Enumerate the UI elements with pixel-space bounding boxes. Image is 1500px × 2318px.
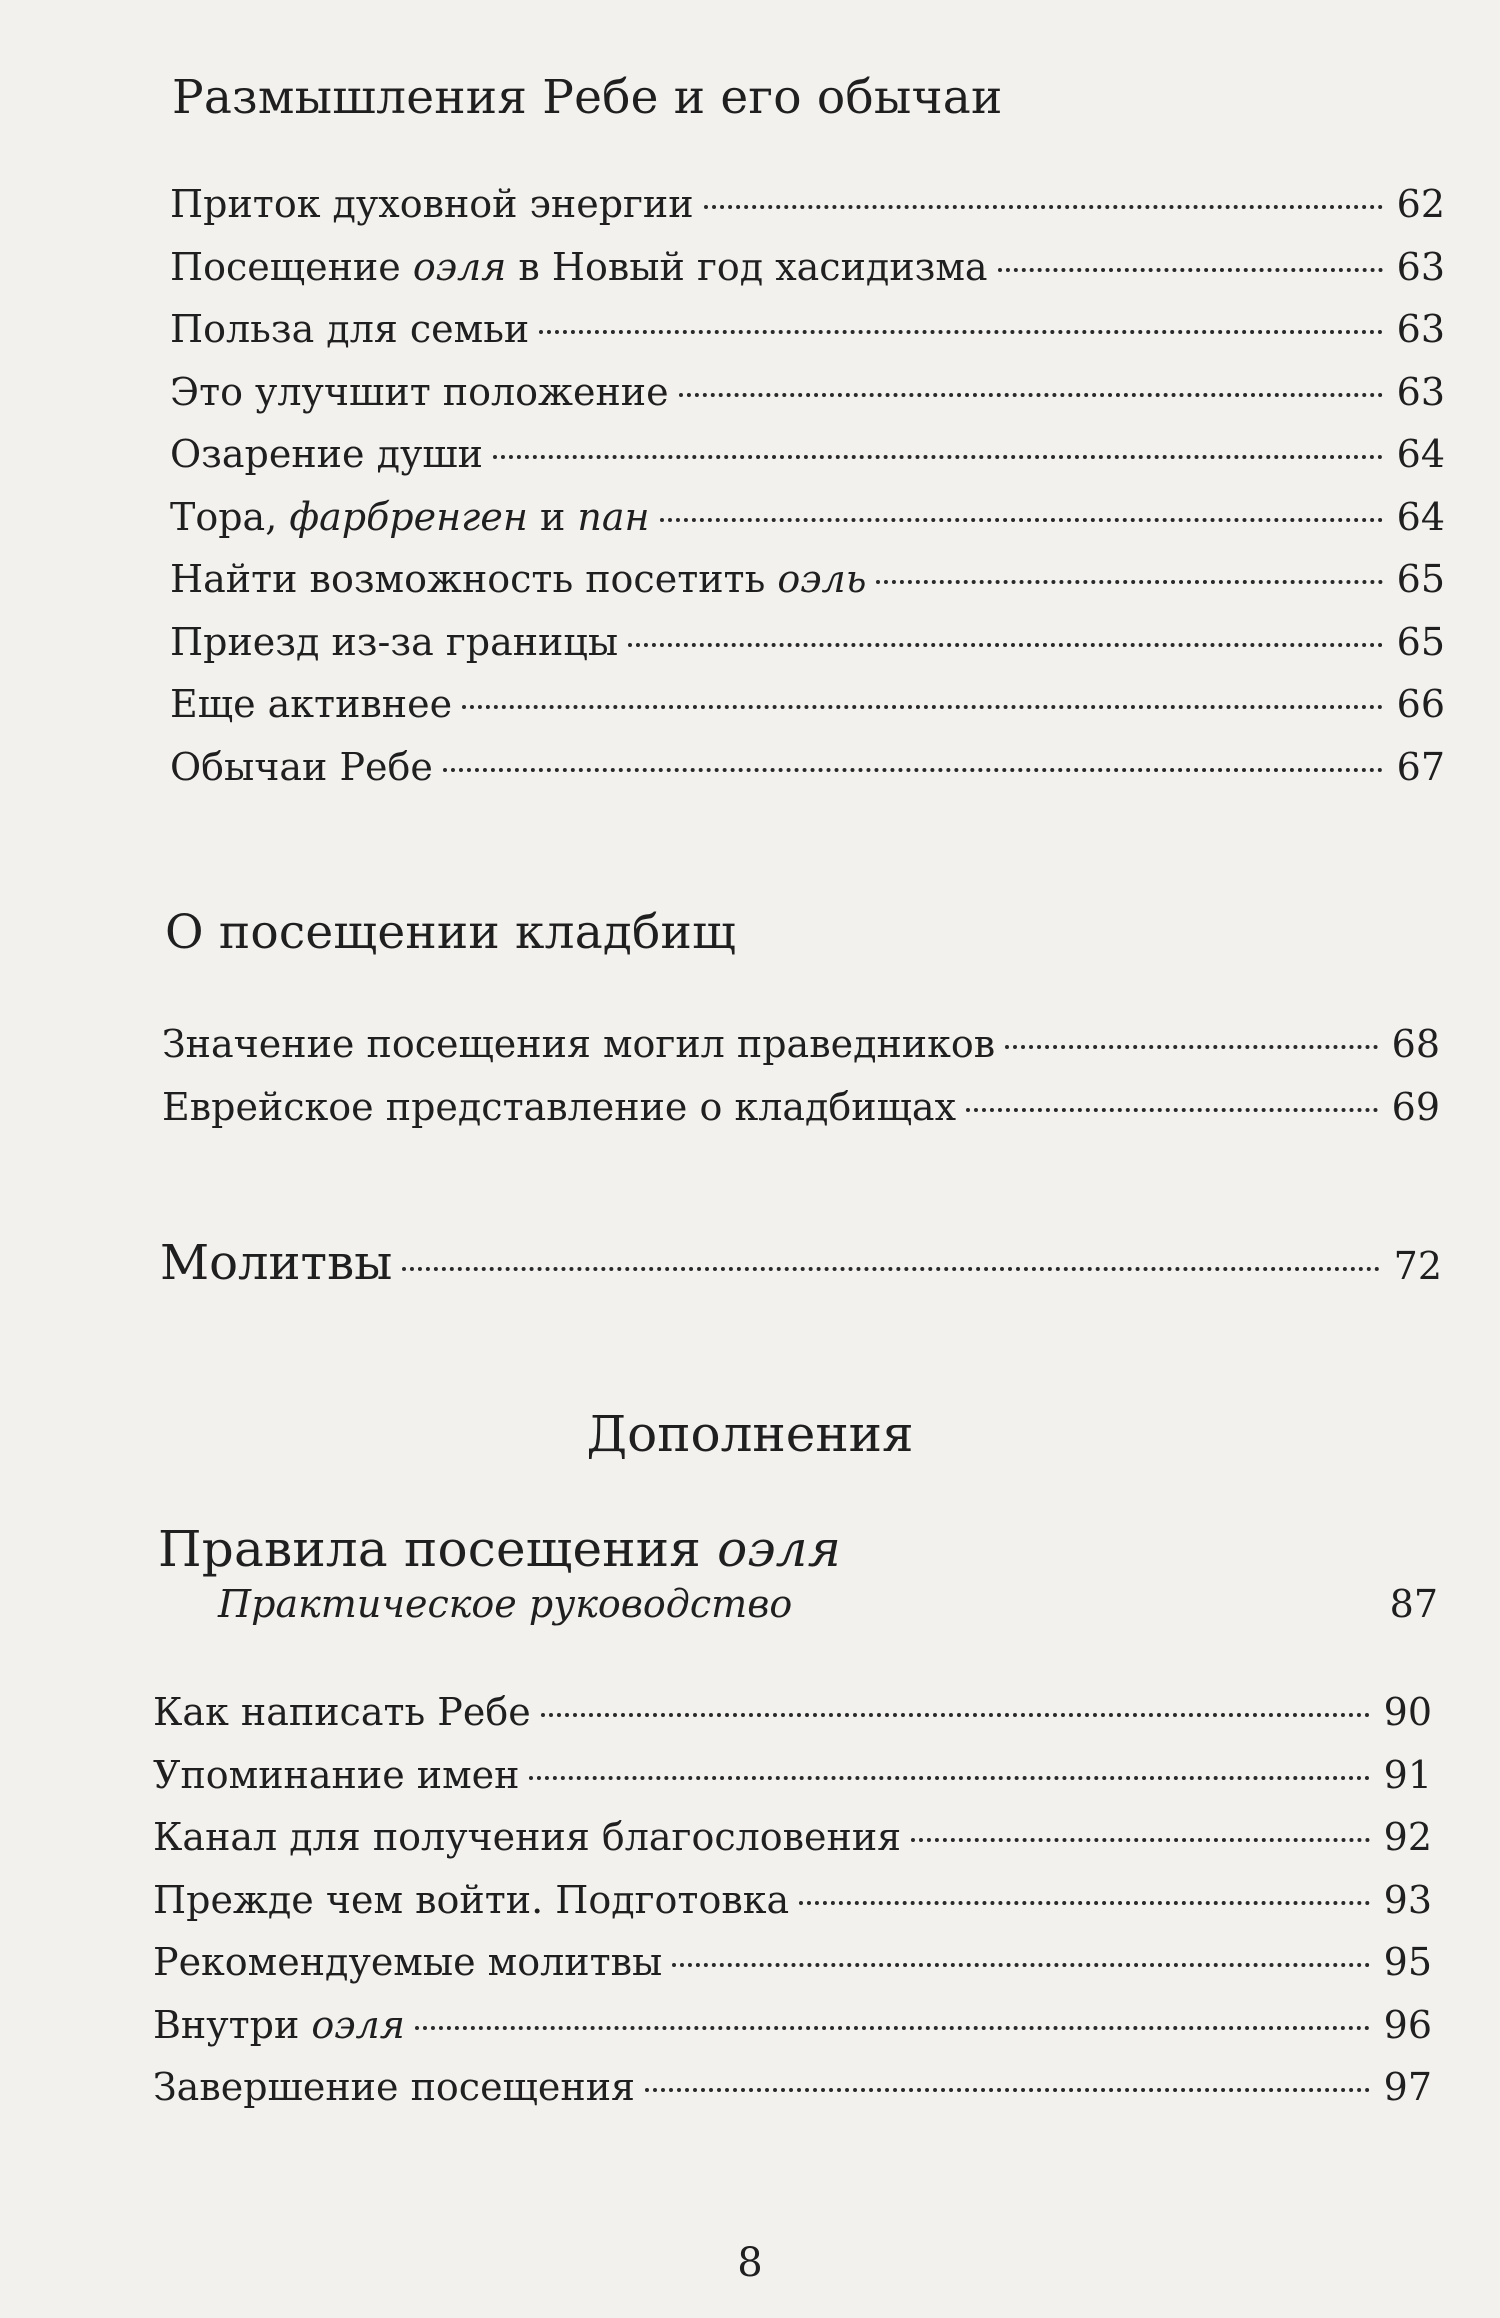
page-number: 91 [1383, 1752, 1432, 1797]
page-folio: 8 [737, 2240, 763, 2286]
section-title-italic: оэля [717, 1520, 842, 1578]
entry-title-text: Это улучшит положение [170, 369, 669, 414]
leader-dots [493, 455, 1383, 459]
section-title: Размышления Ребе и его обычаи [172, 70, 1003, 125]
toc-entry[interactable] [170, 620, 1445, 676]
entry-title-text: и [527, 494, 578, 539]
entry-title-text: Польза для семьи [170, 307, 530, 351]
entry-title-text: Еще активнее [170, 682, 453, 726]
leader-dots [645, 2088, 1370, 2092]
entry-title: Молитвы [160, 1235, 393, 1291]
entry-title [170, 432, 483, 476]
leader-dots [402, 1267, 1379, 1271]
toc-entry[interactable] [153, 1690, 1432, 1746]
page-number: 63 [1396, 244, 1445, 289]
entry-title-text: Найти возможность посетить [170, 557, 778, 601]
leader-dots [876, 580, 1382, 584]
section-title: О посещении кладбищ [165, 905, 736, 960]
entry-title-text: Завершение посещения [153, 2065, 635, 2109]
toc-entry[interactable] [153, 2003, 1432, 2059]
entry-title [153, 2065, 635, 2109]
entry-title-text: Упоминание имен [153, 1752, 520, 1797]
entry-title [153, 1753, 519, 1797]
entry-title [153, 1940, 662, 1984]
toc-entry[interactable] [170, 682, 1445, 738]
entry-title [162, 1022, 995, 1066]
section-title: Правила посещения оэля [158, 1520, 842, 1578]
toc-entry[interactable] [170, 182, 1445, 238]
entry-title [170, 745, 433, 789]
entry-title [153, 1815, 901, 1859]
leader-dots [415, 2026, 1370, 2030]
page-number: 72 [1393, 1244, 1442, 1288]
leader-dots [443, 768, 1383, 772]
entry-title-italic: оэль [777, 557, 867, 601]
toc-entry[interactable] [170, 557, 1445, 613]
toc-entry[interactable] [170, 432, 1445, 488]
toc-entry[interactable] [162, 1022, 1440, 1078]
entry-title-text: в Новый год хасидизма [506, 244, 988, 289]
page-number: 63 [1396, 307, 1445, 351]
leader-dots [628, 643, 1383, 647]
entry-title [170, 620, 618, 664]
page-number: 67 [1396, 744, 1445, 789]
page-number: 66 [1396, 682, 1445, 726]
leader-dots [541, 1713, 1370, 1717]
entry-title-text: Значение посещения могил праведников [162, 1022, 996, 1066]
leader-dots [539, 330, 1382, 334]
page-number: 96 [1383, 2002, 1432, 2047]
entry-title-text: Внутри [153, 2002, 312, 2047]
leader-dots [1005, 1045, 1377, 1049]
leader-dots [660, 518, 1383, 522]
toc-entry[interactable] [153, 1940, 1432, 1996]
entry-title-text: Озарение души [170, 432, 483, 476]
entry-title [153, 1878, 789, 1922]
entry-title-text: Приток духовной энергии [170, 182, 694, 226]
page-number: 65 [1396, 619, 1445, 664]
toc-entry[interactable] [153, 1753, 1432, 1809]
entry-title-text: Прежде чем войти. Подготовка [153, 1877, 790, 1922]
toc-entry[interactable] [153, 1878, 1432, 1934]
page-number: 93 [1383, 1877, 1432, 1922]
entry-title-italic: фарбренген [289, 494, 528, 539]
toc-entry[interactable] [162, 1085, 1440, 1141]
page-number: 69 [1391, 1084, 1440, 1129]
toc-entry[interactable] [170, 745, 1445, 801]
leader-dots [462, 705, 1383, 709]
toc-entry[interactable] [153, 1815, 1432, 1871]
appendix-heading: Дополнения [586, 1405, 914, 1463]
toc-entry[interactable] [170, 307, 1445, 363]
page-number: 65 [1396, 557, 1445, 601]
entry-title [170, 557, 866, 601]
entry-title-italic: оэля [412, 244, 507, 289]
entry-title [162, 1085, 956, 1129]
leader-dots [998, 268, 1383, 272]
page-number: 63 [1396, 369, 1445, 414]
page-number: 64 [1396, 494, 1445, 539]
leader-dots [911, 1838, 1369, 1842]
leader-dots [799, 1901, 1370, 1905]
toc-entry[interactable] [170, 495, 1445, 551]
page-number: 62 [1396, 182, 1445, 226]
leader-dots [704, 205, 1383, 209]
toc-entry[interactable] [153, 2065, 1432, 2121]
page-number: 97 [1383, 2065, 1432, 2109]
entry-title-text: Канал для получения благословения [153, 1815, 902, 1859]
entry-title [170, 182, 694, 226]
leader-dots [672, 1963, 1369, 1967]
entry-title-text: Обычаи Ребе [170, 744, 433, 789]
entry-title [153, 1690, 531, 1734]
page-number: 68 [1391, 1022, 1440, 1066]
entry-title-text: Приезд из-за границы [170, 619, 619, 664]
leader-dots [679, 393, 1383, 397]
entry-title-italic: оэля [311, 2002, 405, 2047]
page-number: 90 [1383, 1690, 1432, 1734]
subentry-title: Практическое руководство [218, 1582, 793, 1626]
toc-entry-prayers[interactable] [160, 1235, 1442, 1291]
entry-title-text: Тора, [170, 494, 290, 539]
entry-title-text: Как написать Ребе [153, 1690, 531, 1734]
leader-dots [529, 1776, 1369, 1780]
entry-title [170, 682, 452, 726]
page-number: 92 [1383, 1815, 1432, 1859]
leader-dots [966, 1108, 1378, 1112]
entry-title-italic: пан [577, 494, 650, 539]
entry-title [170, 245, 988, 289]
entry-title-text: Рекомендуемые молитвы [153, 1940, 663, 1984]
toc-subentry[interactable] [218, 1582, 1438, 1626]
entry-title [170, 370, 669, 414]
page-number: 95 [1383, 1940, 1432, 1984]
page-number: 87 [1389, 1582, 1438, 1626]
toc-entry[interactable] [170, 370, 1445, 426]
entry-title [153, 2003, 405, 2047]
entry-title-text: Посещение [170, 244, 413, 289]
entry-title [170, 307, 529, 351]
entry-title [170, 495, 650, 539]
toc-entry[interactable] [170, 245, 1445, 301]
entry-title-text: Еврейское представление о кладбищах [162, 1084, 957, 1129]
page-number: 64 [1396, 432, 1445, 476]
